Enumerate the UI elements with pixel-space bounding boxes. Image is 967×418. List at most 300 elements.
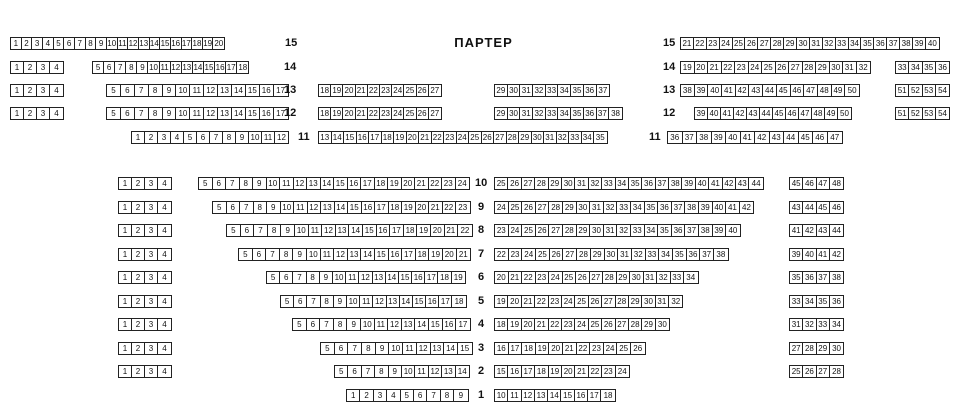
seat[interactable]: 32 (858, 63, 868, 72)
seat[interactable]: 28 (507, 132, 520, 143)
seat[interactable]: 15 (246, 85, 260, 96)
seat[interactable]: 54 (938, 86, 947, 95)
seat[interactable]: 26 (803, 366, 816, 377)
seat[interactable]: 17 (369, 132, 382, 143)
seat[interactable]: 46 (791, 85, 805, 96)
seat[interactable]: 29 (495, 85, 508, 96)
seat[interactable]: 38 (611, 109, 620, 118)
seat[interactable]: 42 (755, 132, 770, 143)
seat[interactable]: 3 (37, 108, 50, 119)
seat[interactable]: 49 (825, 108, 838, 119)
seat[interactable]: 5 (239, 249, 253, 260)
seat[interactable]: 17 (588, 390, 601, 401)
seat[interactable]: 20 (508, 296, 521, 307)
seat[interactable]: 35 (645, 202, 659, 213)
seat[interactable]: 53 (923, 85, 936, 96)
seat[interactable]: 3 (374, 390, 387, 401)
seat[interactable]: 40 (927, 39, 937, 48)
seat[interactable]: 17 (226, 63, 236, 72)
seat[interactable]: 6 (253, 249, 267, 260)
seat[interactable]: 23 (458, 203, 468, 212)
seat[interactable]: 38 (900, 38, 913, 49)
seat[interactable]: 2 (132, 202, 145, 213)
seat[interactable]: 12 (334, 249, 348, 260)
seat[interactable]: 8 (240, 178, 254, 189)
seat[interactable]: 17 (458, 320, 468, 329)
seat[interactable]: 10 (295, 225, 309, 236)
seat[interactable]: 26 (576, 272, 590, 283)
seat[interactable]: 31 (590, 202, 604, 213)
seat[interactable]: 53 (923, 108, 936, 119)
seat[interactable]: 5 (107, 108, 121, 119)
seat[interactable]: 31 (843, 62, 857, 73)
seat[interactable]: 26 (508, 178, 521, 189)
seat[interactable]: 11 (360, 296, 373, 307)
seat[interactable]: 21 (563, 343, 577, 354)
seat[interactable]: 35 (673, 249, 687, 260)
seat[interactable]: 31 (544, 132, 557, 143)
seat[interactable]: 1 (119, 225, 132, 236)
seat[interactable]: 19 (536, 343, 550, 354)
seat[interactable]: 14 (193, 63, 203, 72)
seat[interactable]: 1 (119, 296, 132, 307)
seat[interactable]: 11 (508, 390, 521, 401)
seat[interactable]: 10 (249, 132, 262, 143)
seat[interactable]: 15 (429, 319, 443, 330)
seat[interactable]: 30 (832, 344, 841, 353)
seat[interactable]: 51 (896, 108, 909, 119)
seat[interactable]: 15 (375, 249, 389, 260)
seat[interactable]: 14 (232, 108, 246, 119)
seat[interactable]: 14 (321, 178, 335, 189)
seat[interactable]: 6 (294, 296, 307, 307)
seat[interactable]: 19 (331, 108, 343, 119)
seat[interactable]: 27 (522, 178, 535, 189)
seat[interactable]: 37 (597, 108, 610, 119)
seat[interactable]: 45 (817, 202, 830, 213)
seat[interactable]: 22 (368, 85, 380, 96)
seat[interactable]: 19 (402, 202, 416, 213)
seat[interactable]: 13 (182, 63, 192, 72)
seat[interactable]: 8 (149, 85, 163, 96)
seat[interactable]: 37 (672, 202, 686, 213)
seat[interactable]: 13 (139, 39, 149, 48)
seat[interactable]: 27 (790, 343, 803, 354)
seat[interactable]: 34 (803, 296, 816, 307)
seat[interactable]: 37 (598, 86, 608, 95)
seat[interactable]: 12 (373, 296, 386, 307)
seat[interactable]: 12 (294, 178, 308, 189)
seat[interactable]: 1 (119, 366, 132, 377)
seat[interactable]: 39 (790, 249, 803, 260)
seat[interactable]: 36 (584, 85, 597, 96)
seat[interactable]: 16 (426, 296, 439, 307)
seat[interactable]: 34 (645, 225, 659, 236)
seat[interactable]: 21 (575, 366, 588, 377)
seat[interactable]: 22 (432, 132, 445, 143)
seat[interactable]: 27 (789, 62, 803, 73)
seat[interactable]: 7 (135, 108, 149, 119)
seat[interactable]: 4 (162, 320, 167, 329)
seat[interactable]: 39 (712, 132, 727, 143)
seat[interactable]: 50 (840, 109, 849, 118)
seat[interactable]: 18 (454, 297, 464, 306)
seat[interactable]: 6 (121, 85, 135, 96)
seat[interactable]: 2 (24, 108, 37, 119)
seat[interactable]: 29 (577, 225, 591, 236)
seat[interactable]: 20 (343, 85, 355, 96)
seat[interactable]: 3 (145, 272, 158, 283)
seat[interactable]: 23 (707, 38, 720, 49)
seat[interactable]: 3 (32, 38, 43, 49)
seat[interactable]: 10 (307, 249, 321, 260)
seat[interactable]: 33 (896, 62, 909, 73)
seat[interactable]: 44 (832, 226, 841, 235)
seat[interactable]: 20 (402, 178, 416, 189)
seat[interactable]: 16 (377, 225, 391, 236)
seat[interactable]: 12 (277, 133, 286, 142)
seat[interactable]: 26 (417, 85, 429, 96)
seat[interactable]: 6 (104, 62, 115, 73)
seat[interactable]: 5 (93, 62, 104, 73)
seat[interactable]: 18 (535, 366, 548, 377)
seat[interactable]: 19 (203, 39, 213, 48)
seat[interactable]: 1 (11, 62, 24, 73)
seat[interactable]: 32 (604, 202, 618, 213)
seat[interactable]: 23 (735, 62, 749, 73)
seat[interactable]: 13 (431, 343, 445, 354)
seat[interactable]: 17 (375, 202, 389, 213)
seat[interactable]: 7 (427, 390, 440, 401)
seat[interactable]: 22 (368, 108, 380, 119)
seat[interactable]: 29 (617, 272, 631, 283)
seat[interactable]: 9 (320, 272, 333, 283)
seat[interactable]: 3 (145, 343, 158, 354)
seat[interactable]: 33 (671, 272, 685, 283)
seat[interactable]: 42 (723, 178, 736, 189)
seat[interactable]: 23 (602, 366, 615, 377)
seat[interactable]: 35 (817, 296, 830, 307)
seat[interactable]: 22 (460, 226, 470, 235)
seat[interactable]: 28 (577, 249, 591, 260)
seat[interactable]: 5 (321, 343, 335, 354)
seat[interactable]: 27 (563, 249, 577, 260)
seat[interactable]: 19 (508, 319, 521, 330)
seat[interactable]: 6 (213, 178, 227, 189)
seat[interactable]: 47 (830, 133, 840, 142)
seat[interactable]: 37 (817, 272, 830, 283)
seat[interactable]: 24 (604, 343, 618, 354)
seat[interactable]: 5 (335, 366, 348, 377)
seat[interactable]: 32 (823, 38, 836, 49)
seat[interactable]: 32 (671, 297, 681, 306)
seat[interactable]: 43 (736, 178, 749, 189)
seat[interactable]: 14 (444, 343, 458, 354)
seat[interactable]: 8 (362, 343, 376, 354)
seat[interactable]: 8 (280, 249, 294, 260)
seat[interactable]: 3 (145, 178, 158, 189)
seat[interactable]: 12 (417, 343, 431, 354)
seat[interactable]: 3 (145, 366, 158, 377)
seat[interactable]: 15 (204, 63, 214, 72)
seat[interactable]: 27 (430, 109, 440, 118)
seat[interactable]: 30 (605, 249, 619, 260)
seat[interactable]: 14 (400, 296, 413, 307)
seat[interactable]: 10 (333, 272, 346, 283)
seat[interactable]: 9 (347, 319, 361, 330)
seat[interactable]: 7 (115, 62, 126, 73)
seat[interactable]: 20 (407, 132, 420, 143)
seat[interactable]: 29 (817, 343, 830, 354)
seat[interactable]: 11 (262, 132, 275, 143)
seat[interactable]: 14 (415, 319, 429, 330)
seat[interactable]: 11 (403, 343, 417, 354)
seat[interactable]: 47 (817, 178, 830, 189)
seat[interactable]: 17 (509, 343, 523, 354)
seat[interactable]: 13 (348, 249, 362, 260)
seat[interactable]: 21 (445, 225, 459, 236)
seat[interactable]: 30 (630, 272, 644, 283)
seat[interactable]: 19 (417, 225, 431, 236)
seat[interactable]: 36 (832, 297, 841, 306)
seat[interactable]: 20 (431, 225, 445, 236)
seat[interactable]: 24 (495, 202, 509, 213)
seat[interactable]: 6 (348, 366, 361, 377)
seat[interactable]: 14 (335, 202, 349, 213)
seat[interactable]: 17 (181, 39, 191, 48)
seat[interactable]: 12 (359, 272, 372, 283)
seat[interactable]: 5 (281, 296, 294, 307)
seat[interactable]: 16 (389, 249, 403, 260)
seat[interactable]: 32 (657, 272, 671, 283)
seat[interactable]: 29 (642, 319, 655, 330)
seat[interactable]: 23 (380, 108, 392, 119)
seat[interactable]: 37 (683, 132, 698, 143)
seat[interactable]: 29 (629, 296, 642, 307)
seat[interactable]: 1 (119, 319, 132, 330)
seat[interactable]: 5 (267, 272, 280, 283)
seat[interactable]: 12 (204, 85, 218, 96)
seat[interactable]: 1 (132, 132, 145, 143)
seat[interactable]: 21 (509, 272, 523, 283)
seat[interactable]: 4 (162, 179, 167, 188)
seat[interactable]: 14 (332, 132, 345, 143)
seat[interactable]: 5 (184, 132, 197, 143)
seat[interactable]: 15 (363, 225, 377, 236)
seat[interactable]: 17 (402, 249, 416, 260)
seat[interactable]: 7 (75, 38, 86, 49)
seat[interactable]: 40 (708, 85, 722, 96)
seat[interactable]: 14 (457, 367, 467, 376)
seat[interactable]: 20 (343, 108, 355, 119)
seat[interactable]: 32 (533, 85, 546, 96)
seat[interactable]: 45 (773, 108, 786, 119)
seat[interactable]: 47 (804, 85, 818, 96)
seat[interactable]: 4 (43, 38, 54, 49)
seat[interactable]: 30 (642, 296, 655, 307)
seat[interactable]: 41 (726, 202, 740, 213)
seat[interactable]: 27 (430, 86, 440, 95)
seat[interactable]: 12 (171, 63, 181, 72)
seat[interactable]: 10 (176, 85, 190, 96)
seat[interactable]: 9 (389, 366, 402, 377)
seat[interactable]: 50 (847, 86, 857, 95)
seat[interactable]: 18 (238, 63, 248, 72)
seat[interactable]: 2 (145, 132, 158, 143)
seat[interactable]: 10 (402, 366, 415, 377)
seat[interactable]: 43 (817, 225, 830, 236)
seat[interactable]: 21 (356, 85, 368, 96)
seat[interactable]: 34 (832, 320, 841, 329)
seat[interactable]: 15 (399, 272, 412, 283)
seat[interactable]: 2 (132, 249, 145, 260)
seat[interactable]: 34 (909, 62, 922, 73)
seat[interactable]: 18 (438, 272, 451, 283)
seat[interactable]: 30 (797, 38, 810, 49)
seat[interactable]: 24 (509, 225, 523, 236)
seat[interactable]: 44 (751, 179, 761, 188)
seat[interactable]: 20 (549, 343, 563, 354)
seat[interactable]: 9 (137, 62, 148, 73)
seat[interactable]: 21 (458, 250, 468, 259)
seat[interactable]: 18 (495, 319, 508, 330)
seat[interactable]: 35 (658, 225, 672, 236)
seat[interactable]: 24 (720, 38, 733, 49)
seat[interactable]: 24 (392, 85, 404, 96)
seat[interactable]: 13 (442, 366, 455, 377)
seat[interactable]: 1 (119, 272, 132, 283)
seat[interactable]: 31 (644, 272, 658, 283)
seat[interactable]: 31 (618, 249, 632, 260)
seat[interactable]: 18 (522, 343, 536, 354)
seat[interactable]: 12 (429, 366, 442, 377)
seat[interactable]: 9 (163, 108, 177, 119)
seat[interactable]: 21 (708, 62, 722, 73)
seat[interactable]: 21 (522, 296, 535, 307)
seat[interactable]: 8 (441, 390, 454, 401)
seat[interactable]: 20 (214, 39, 224, 48)
seat[interactable]: 6 (280, 272, 293, 283)
seat[interactable]: 34 (659, 249, 673, 260)
seat[interactable]: 15 (413, 296, 426, 307)
seat[interactable]: 8 (307, 272, 320, 283)
seat[interactable]: 28 (603, 272, 617, 283)
seat[interactable]: 3 (145, 202, 158, 213)
seat[interactable]: 54 (938, 109, 947, 118)
seat[interactable]: 6 (307, 319, 321, 330)
seat[interactable]: 1 (11, 108, 24, 119)
seat[interactable]: 26 (550, 249, 564, 260)
seat[interactable]: 5 (227, 225, 241, 236)
seat[interactable]: 8 (268, 225, 282, 236)
seat[interactable]: 18 (375, 178, 389, 189)
seat[interactable]: 28 (803, 343, 816, 354)
seat[interactable]: 22 (535, 296, 548, 307)
seat[interactable]: 13 (321, 202, 335, 213)
seat[interactable]: 46 (803, 178, 816, 189)
seat[interactable]: 7 (226, 178, 240, 189)
seat[interactable]: 41 (722, 85, 736, 96)
seat[interactable]: 41 (709, 178, 722, 189)
seat[interactable]: 12 (522, 390, 535, 401)
seat[interactable]: 35 (923, 62, 936, 73)
seat[interactable]: 14 (349, 225, 363, 236)
seat[interactable]: 41 (721, 108, 734, 119)
seat[interactable]: 35 (861, 38, 874, 49)
seat[interactable]: 19 (681, 62, 695, 73)
seat[interactable]: 9 (253, 178, 267, 189)
seat[interactable]: 11 (346, 272, 359, 283)
seat[interactable]: 13 (402, 319, 416, 330)
seat[interactable]: 32 (617, 225, 631, 236)
seat[interactable]: 14 (149, 39, 159, 48)
seat[interactable]: 29 (549, 178, 562, 189)
seat[interactable]: 38 (669, 178, 682, 189)
seat[interactable]: 8 (223, 132, 236, 143)
seat[interactable]: 18 (382, 132, 395, 143)
seat[interactable]: 25 (469, 132, 482, 143)
seat[interactable]: 16 (171, 39, 181, 48)
seat[interactable]: 18 (603, 391, 613, 400)
seat[interactable]: 40 (728, 226, 738, 235)
seat[interactable]: 22 (577, 343, 591, 354)
seat[interactable]: 48 (812, 108, 825, 119)
seat[interactable]: 22 (429, 178, 443, 189)
seat[interactable]: 25 (509, 202, 523, 213)
seat[interactable]: 18 (192, 39, 202, 48)
seat[interactable]: 42 (803, 225, 816, 236)
seat[interactable]: 3 (145, 296, 158, 307)
seat[interactable]: 9 (458, 391, 464, 400)
seat[interactable]: 21 (535, 319, 548, 330)
seat[interactable]: 33 (617, 202, 631, 213)
seat[interactable]: 15 (160, 39, 170, 48)
seat[interactable]: 46 (786, 108, 799, 119)
seat[interactable]: 42 (832, 250, 841, 259)
seat[interactable]: 26 (776, 62, 790, 73)
seat[interactable]: 8 (254, 202, 268, 213)
seat[interactable]: 25 (617, 343, 631, 354)
seat[interactable]: 11 (309, 225, 323, 236)
seat[interactable]: 15 (460, 344, 470, 353)
seat[interactable]: 22 (522, 272, 536, 283)
seat[interactable]: 30 (532, 132, 545, 143)
seat[interactable]: 13 (336, 225, 350, 236)
seat[interactable]: 17 (276, 109, 286, 118)
seat[interactable]: 1 (119, 178, 132, 189)
seat[interactable]: 23 (536, 272, 550, 283)
seat[interactable]: 42 (742, 203, 751, 212)
seat[interactable]: 2 (132, 272, 145, 283)
seat[interactable]: 13 (218, 85, 232, 96)
seat[interactable]: 4 (162, 344, 167, 353)
seat[interactable]: 40 (708, 108, 721, 119)
seat[interactable]: 36 (874, 38, 887, 49)
seat[interactable]: 23 (495, 225, 509, 236)
seat[interactable]: 23 (442, 178, 456, 189)
seat[interactable]: 11 (118, 39, 127, 48)
seat[interactable]: 4 (54, 109, 59, 118)
seat[interactable]: 36 (672, 225, 686, 236)
seat[interactable]: 17 (390, 225, 404, 236)
seat[interactable]: 47 (799, 108, 812, 119)
seat[interactable]: 2 (22, 38, 33, 49)
seat[interactable]: 30 (562, 178, 575, 189)
seat[interactable]: 10 (347, 296, 360, 307)
seat[interactable]: 26 (482, 132, 495, 143)
seat[interactable]: 19 (429, 249, 443, 260)
seat[interactable]: 24 (392, 108, 404, 119)
